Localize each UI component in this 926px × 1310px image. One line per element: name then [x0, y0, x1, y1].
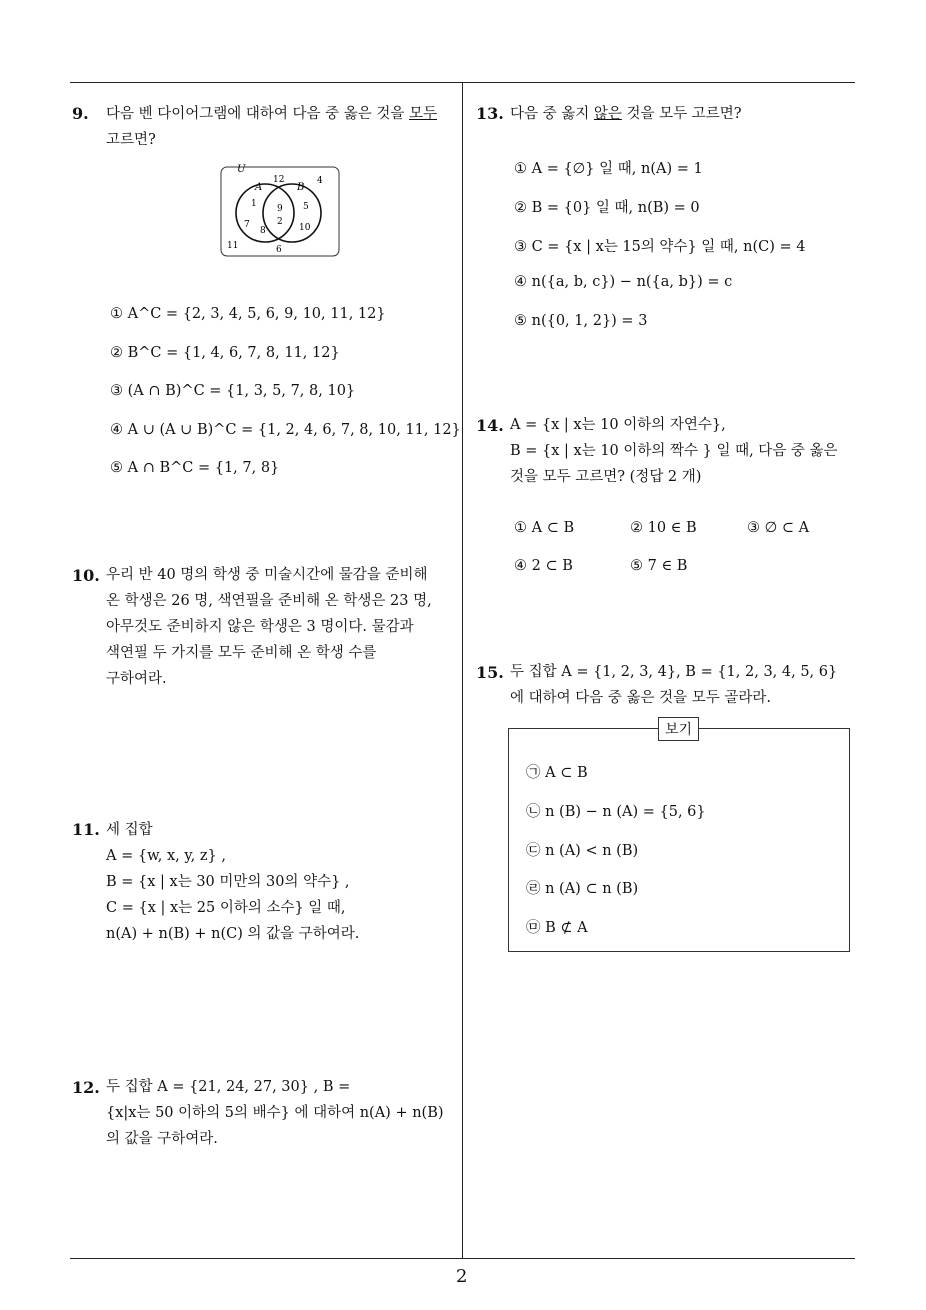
bogi-item-3: ㉢ n (A) < n (B): [526, 843, 639, 859]
bogi-item-1: ㉠ A ⊂ B: [526, 765, 588, 781]
page-number: 2: [456, 1266, 468, 1287]
q9-number: 9.: [72, 104, 89, 123]
q13-text-underlined: 않은: [593, 106, 622, 122]
venn-num-12: 12: [273, 175, 285, 185]
q12-number: 12.: [72, 1078, 100, 1097]
q12-line3: 의 값을 구하여라.: [106, 1131, 218, 1147]
q13-option-4: ④ n({a, b, c}) − n({a, b}) = c: [514, 274, 733, 290]
q9-line1: 다음 벤 다이어그램에 대하여 다음 중 옳은 것을: [106, 106, 410, 122]
q13-option-5: ⑤ n({0, 1, 2}) = 3: [514, 313, 648, 329]
q14-option-1: ① A ⊂ B: [514, 520, 575, 536]
bogi-item-5: ㉤ B ⊄ A: [526, 920, 588, 936]
q15-line1: 두 집합 A = {1, 2, 3, 4}, B = {1, 2, 3, 4, 5, 6}: [510, 664, 838, 680]
column-divider: [462, 83, 463, 1259]
q9-option-2: ② B^C = {1, 4, 6, 7, 8, 11, 12}: [110, 345, 340, 361]
q14-option-2: ② 10 ∈ B: [630, 520, 697, 536]
q9-line1-underlined: 모두: [409, 106, 438, 122]
q9-line2: 고르면?: [106, 132, 156, 148]
q14-option-3: ③ ∅ ⊂ A: [747, 520, 810, 536]
q9-option-1: ① A^C = {2, 3, 4, 5, 6, 9, 10, 11, 12}: [110, 306, 386, 322]
q11-line2: A = {w, x, y, z} ,: [106, 848, 226, 864]
q13-stem: [510, 101, 742, 127]
venn-num-6: 6: [276, 245, 282, 255]
q15-line2: 에 대하여 다음 중 옳은 것을 모두 골라라.: [510, 690, 771, 706]
venn-label-B: B: [297, 182, 305, 193]
venn-label-U: U: [237, 164, 246, 175]
q11-line4: C = {x | x는 25 이하의 소수} 일 때,: [106, 900, 346, 916]
q9-option-3: ③ (A ∩ B)^C = {1, 3, 5, 7, 8, 10}: [110, 383, 356, 399]
bogi-title: 보기: [658, 717, 699, 741]
q14-option-5: ⑤ 7 ∈ B: [630, 558, 688, 574]
q12-stem: [106, 1074, 456, 1152]
q10-number: 10.: [72, 566, 100, 585]
q15-stem: [510, 659, 837, 711]
q11-line1: 세 집합: [106, 822, 153, 838]
q10-line1: 우리 반 40 명의 학생 중 미술시간에 물감을 준비해: [106, 567, 428, 583]
q13-text-a: 다음 중 옳지: [510, 106, 594, 122]
q14-stem: [510, 412, 838, 490]
venn-num-9: 9: [277, 204, 283, 214]
venn-diagram: [220, 160, 342, 260]
q13-number: 13.: [476, 104, 504, 123]
venn-label-A: A: [255, 182, 263, 193]
venn-num-8: 8: [260, 226, 266, 236]
venn-num-11: 11: [227, 241, 239, 251]
q10-stem: [106, 562, 456, 692]
q15-number: 15.: [476, 663, 504, 682]
venn-num-2: 2: [277, 217, 283, 227]
bogi-item-4: ㉣ n (A) ⊂ n (B): [526, 881, 639, 897]
q13-text-b: 것을 모두 고르면?: [621, 106, 742, 122]
q12-line2: {x|x는 50 이하의 5의 배수} 에 대하여 n(A) + n(B): [106, 1105, 444, 1121]
q14-line2: B = {x | x는 10 이하의 짝수 } 일 때, 다음 중 옳은: [510, 443, 838, 459]
q9-option-5: ⑤ A ∩ B^C = {1, 7, 8}: [110, 460, 280, 476]
q14-line1: A = {x | x는 10 이하의 자연수},: [510, 417, 726, 433]
q14-line3: 것을 모두 고르면? (정답 2 개): [510, 469, 702, 485]
q11-line3: B = {x | x는 30 미만의 30의 약수} ,: [106, 874, 350, 890]
q13-option-3: ③ C = {x | x는 15의 약수} 일 때, n(C) = 4: [514, 239, 806, 255]
venn-num-7: 7: [244, 220, 250, 230]
q11-number: 11.: [72, 820, 100, 839]
q9-option-4: ④ A ∪ (A ∪ B)^C = {1, 2, 4, 6, 7, 8, 10, 11, 12}: [110, 422, 461, 438]
q12-line1: 두 집합 A = {21, 24, 27, 30} , B =: [106, 1079, 351, 1095]
q10-line3: 아무것도 준비하지 않은 학생은 3 명이다. 물감과: [106, 619, 414, 635]
venn-num-10: 10: [299, 223, 311, 233]
q10-line2: 온 학생은 26 명, 색연필을 준비해 온 학생은 23 명,: [106, 593, 432, 609]
q11-stem: [106, 817, 456, 947]
venn-num-1: 1: [251, 199, 257, 209]
q14-number: 14.: [476, 416, 504, 435]
q10-line5: 구하여라.: [106, 671, 167, 687]
q14-option-4: ④ 2 ⊂ B: [514, 558, 573, 574]
venn-num-4: 4: [317, 176, 323, 186]
bottom-rule: [70, 1258, 855, 1259]
q11-line5: n(A) + n(B) + n(C) 의 값을 구하여라.: [106, 926, 360, 942]
q13-option-1: ① A = {∅} 일 때, n(A) = 1: [514, 161, 703, 177]
q13-option-2: ② B = {0} 일 때, n(B) = 0: [514, 200, 700, 216]
venn-num-5: 5: [303, 202, 309, 212]
q9-stem: [106, 101, 456, 153]
q10-line4: 색연필 두 가지를 모두 준비해 온 학생 수를: [106, 645, 377, 661]
bogi-item-2: ㉡ n (B) − n (A) = {5, 6}: [526, 804, 706, 820]
